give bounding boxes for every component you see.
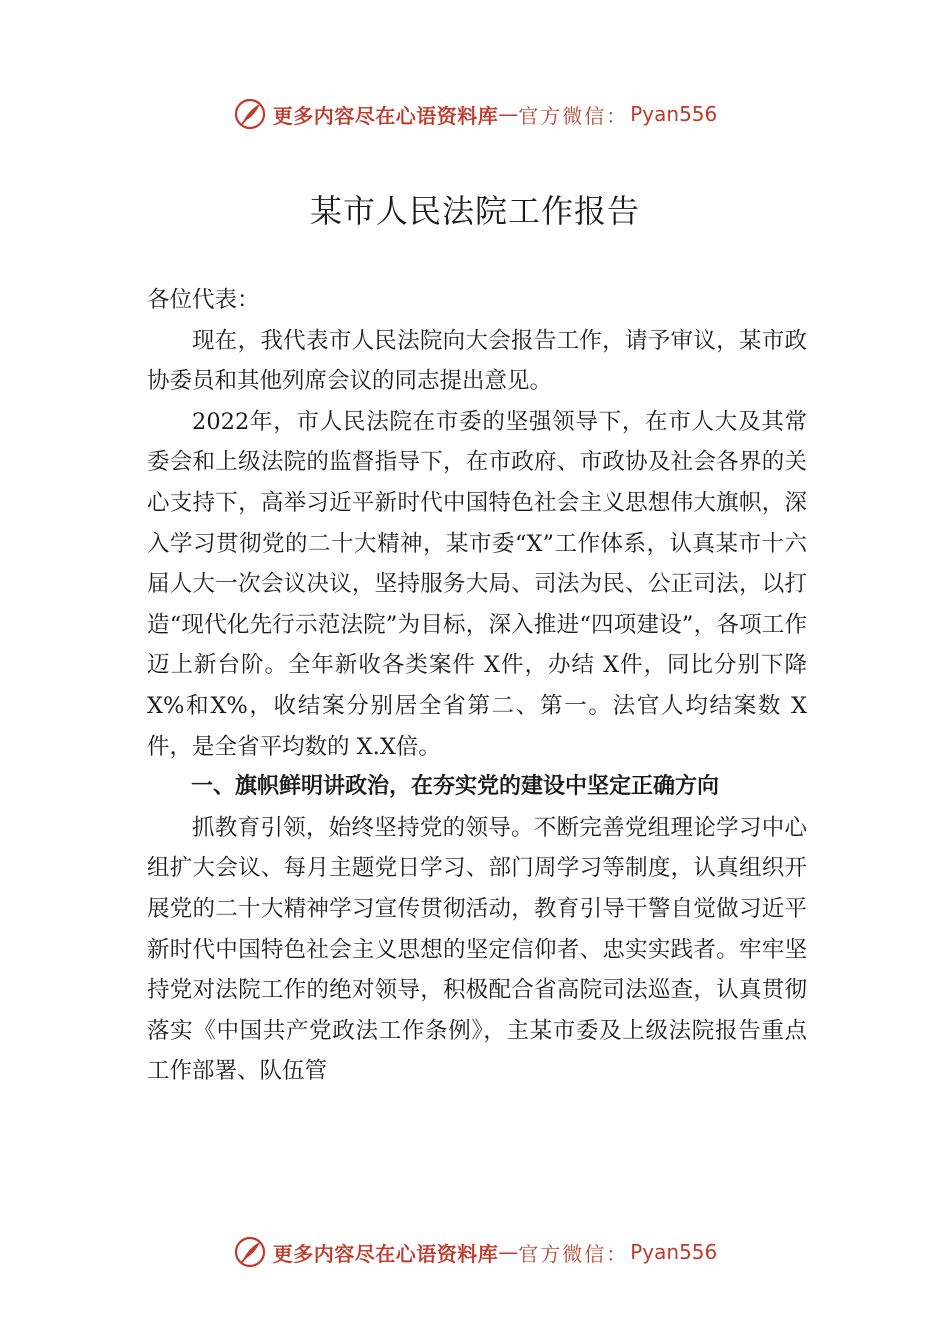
watermark-separator: —	[498, 102, 519, 126]
paragraph-summary: 2022年，市人民法院在市委的坚强领导下，在市人大及其常委会和上级法院的监督指导下，在市政府、市政协及社会各界的关心支持下，高举习近平新时代中国特色社会主义思想伟大旗帜，深入学习贯彻党的二十大精神，某市委“X”工作体系，认真某市十六届人大一次会议决议，坚持服务大局、司法为民、公正司法，以打造“现代化先行示范法院”为目标，深入推进“四项建设”，各项工作迈上新台阶。全年新收各类案件 X件，办结 X件，同比分别下降 X%和X%，收结案分别居全省第二、第一。法官人均结案数 X件，是全省平均数的 X.X倍。	[147, 408, 807, 760]
document-title: 某市人民法院工作报告	[309, 192, 640, 230]
watermark-official-label: 官方微信：	[518, 103, 629, 128]
watermark-wechat-id: Pyan556	[630, 102, 718, 126]
salutation: 各位代表：	[147, 287, 260, 313]
quill-logo-icon	[233, 1235, 267, 1269]
quill-logo-icon	[233, 97, 267, 131]
document-body	[147, 280, 807, 1092]
watermark-official-label: 官方微信：	[518, 1241, 629, 1266]
watermark-separator: —	[498, 1240, 519, 1264]
paragraph-intro: 现在，我代表市人民法院向大会报告工作，请予审议，某市政协委员和其他列席会议的同志提出意见。	[147, 327, 807, 395]
watermark-banner-top	[0, 94, 950, 134]
watermark-banner-bottom	[0, 1232, 950, 1272]
paragraph-section-one: 抓教育引领，始终坚持党的领导。不断完善党组理论学习中心组扩大会议、每月主题党日学习、部门周学习等制度，认真组织开展党的二十大精神学习宣传贯彻活动，教育引导干警自觉做习近平新时代中国特色社会主义思想的坚定信仰者、忠实实践者。牢牢坚持党对法院工作的绝对领导，积极配合省高院司法巡查，认真贯彻落实《中国共产党政法工作条例》，主某市委及上级法院报告重点工作部署、队伍管	[147, 814, 807, 1085]
section-heading: 一、旗帜鲜明讲政治，在夯实党的建设中坚定正确方向	[191, 774, 720, 800]
watermark-wechat-id: Pyan556	[630, 1240, 718, 1264]
watermark-brand: 更多内容尽在心语资料库	[272, 1241, 499, 1266]
watermark-brand: 更多内容尽在心语资料库	[272, 103, 499, 128]
